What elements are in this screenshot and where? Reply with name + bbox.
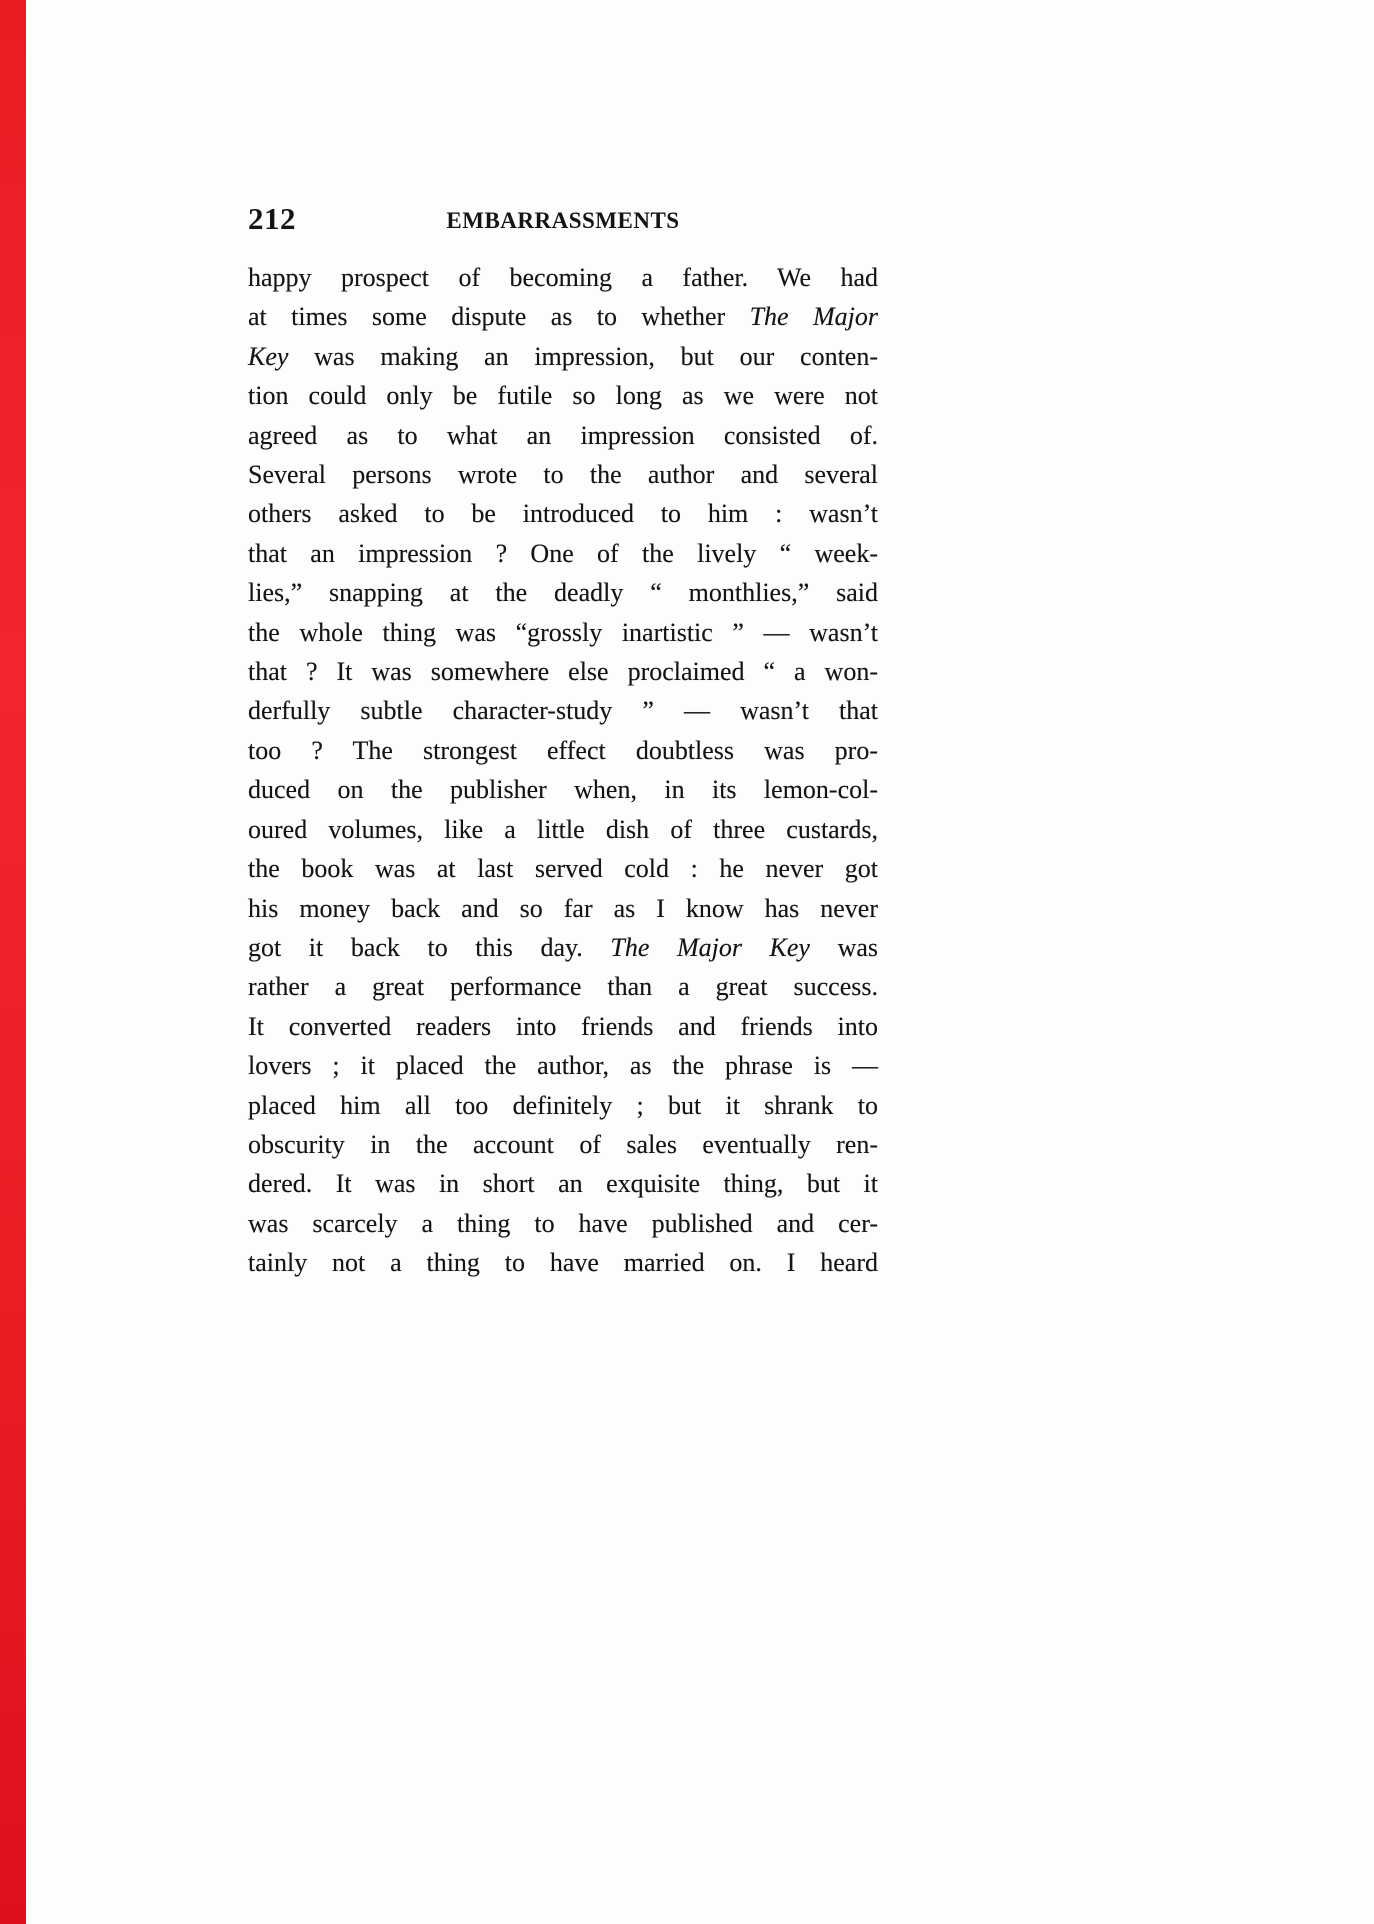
body-text xyxy=(248,258,878,1283)
italic-text: The Major xyxy=(749,302,879,332)
text-line xyxy=(248,691,878,730)
italic-text: The Major Key xyxy=(610,932,810,962)
plain-text: duced on the publisher when, in its lemon-col- xyxy=(248,775,878,805)
text-line xyxy=(248,1164,878,1203)
plain-text: his money back and so far as I know has never xyxy=(248,893,878,923)
text-line xyxy=(248,928,878,967)
plain-text: derfully subtle character-study ” — wasn’t that xyxy=(248,696,878,726)
text-line xyxy=(248,1007,878,1046)
plain-text: the whole thing was “grossly inartistic ” — wasn’t xyxy=(248,617,878,647)
plain-text: at times some dispute as to whether xyxy=(248,302,750,332)
plain-text: others asked to be introduced to him : wasn’t xyxy=(248,499,878,529)
plain-text: oured volumes, like a little dish of three custards, xyxy=(248,814,878,844)
text-line xyxy=(248,416,878,455)
text-line xyxy=(248,376,878,415)
text-line xyxy=(248,1204,878,1243)
plain-text: lies,” snapping at the deadly “ monthlies,” said xyxy=(248,578,878,608)
text-line xyxy=(248,967,878,1006)
plain-text: tion could only be futile so long as we were not xyxy=(248,381,878,411)
plain-text: the book was at last served cold : he never got xyxy=(248,854,878,884)
plain-text: got it back to this day. xyxy=(248,932,611,962)
text-line xyxy=(248,297,878,336)
text-line xyxy=(248,258,878,297)
plain-text: rather a great performance than a great success. xyxy=(248,972,878,1002)
plain-text: that an impression ? One of the lively “ week- xyxy=(248,538,878,568)
plain-text: happy prospect of becoming a father. We had xyxy=(248,263,878,292)
red-scan-edge xyxy=(0,0,26,1924)
plain-text: tainly not a thing to have married on. I heard xyxy=(248,1248,878,1278)
text-line xyxy=(248,1046,878,1085)
text-line xyxy=(248,337,878,376)
plain-text: too ? The strongest effect doubtless was pro- xyxy=(248,735,878,765)
plain-text: agreed as to what an impression consisted of. xyxy=(248,420,878,450)
text-line xyxy=(248,494,878,533)
text-line xyxy=(248,770,878,809)
text-line xyxy=(248,534,878,573)
plain-text: dered. It was in short an exquisite thing, but it xyxy=(248,1169,878,1199)
plain-text: was making an impression, but our conten- xyxy=(288,341,878,371)
text-line xyxy=(248,652,878,691)
page-header xyxy=(248,200,878,234)
text-line xyxy=(248,573,878,612)
text-line xyxy=(248,1243,878,1282)
page-number: 212 xyxy=(248,201,296,236)
text-line xyxy=(248,849,878,888)
plain-text: Several persons wrote to the author and several xyxy=(248,460,878,490)
text-line xyxy=(248,889,878,928)
plain-text: that ? It was somewhere else proclaimed “ a won- xyxy=(248,657,878,687)
italic-text: Key xyxy=(248,341,289,371)
text-line xyxy=(248,613,878,652)
text-line xyxy=(248,1086,878,1125)
page-content xyxy=(248,200,878,1283)
running-title: EMBARRASSMENTS xyxy=(446,208,680,233)
text-line xyxy=(248,810,878,849)
text-line xyxy=(248,1125,878,1164)
plain-text: was scarcely a thing to have published and cer- xyxy=(248,1208,878,1238)
plain-text: was xyxy=(809,932,879,962)
plain-text: It converted readers into friends and friends into xyxy=(248,1011,878,1041)
plain-text: placed him all too definitely ; but it shrank to xyxy=(248,1090,878,1120)
text-line xyxy=(248,455,878,494)
text-line xyxy=(248,731,878,770)
plain-text: lovers ; it placed the author, as the phrase is — xyxy=(248,1051,878,1081)
plain-text: obscurity in the account of sales eventually ren- xyxy=(248,1129,878,1159)
